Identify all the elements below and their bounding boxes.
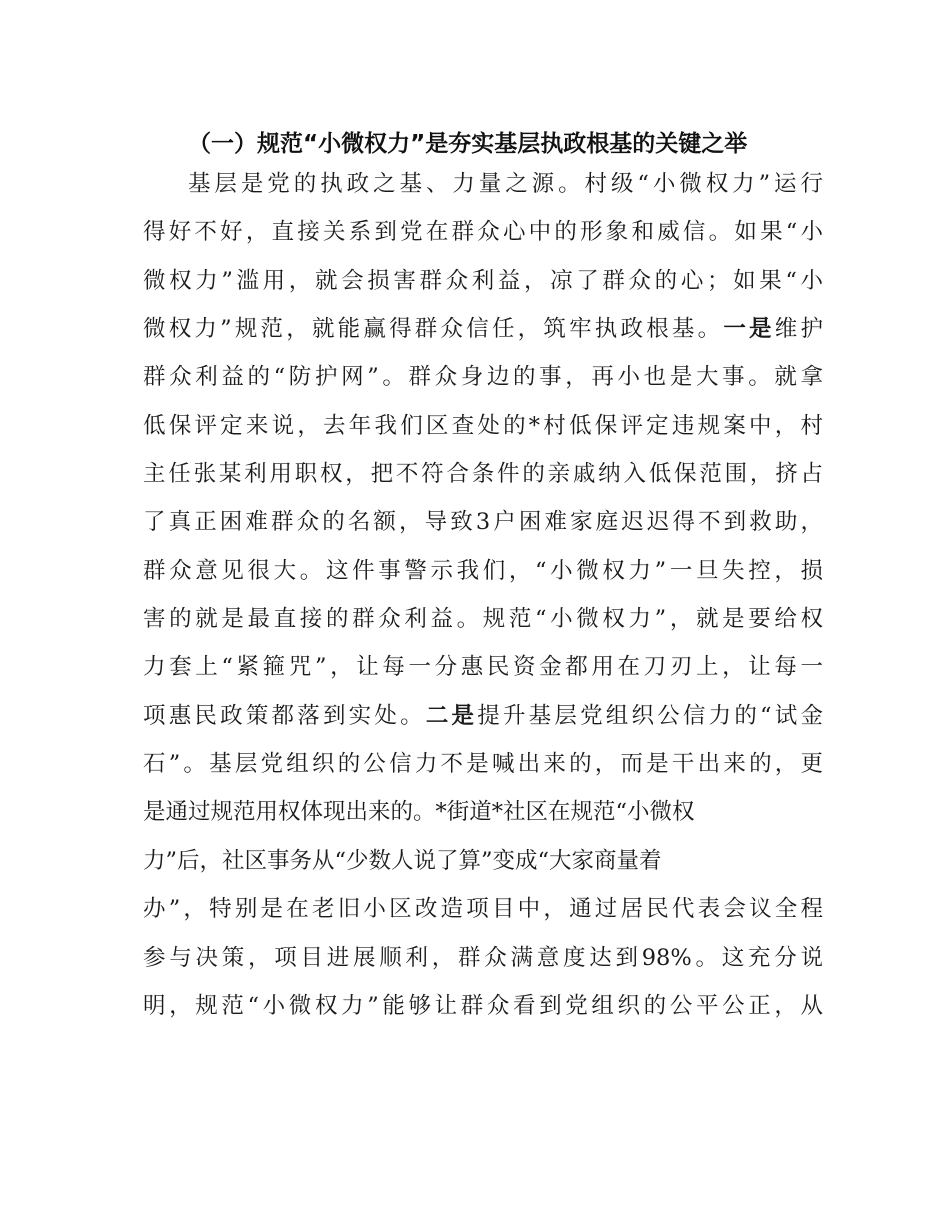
text-line: 力”后，社区事务从“少数人说了算”变成“大家商量着 [143,847,662,874]
text-line: 群众利益的“防护网”。群众身边的事，再小也是大事。就拿 [143,364,823,391]
text-line: 得好不好，直接关系到党在群众心中的形象和威信。如果“小 [143,219,823,246]
text-line: 是通过规范用权体现出来的。*街道*社区在规范“小微权 [143,799,695,826]
text-line: 了真正困难群众的名额，导致3户困难家庭迟迟得不到救助， [143,509,823,536]
text-line: 害的就是最直接的群众利益。规范“小微权力”，就是要给权 [143,606,823,633]
text-line: 参与决策，项目进展顺利，群众满意度达到98%。这充分说 [143,944,823,971]
point-one-marker: 一是 [723,316,775,343]
text-line: 微权力”滥用，就会损害群众利益，凉了群众的心；如果“小 [143,267,823,294]
text-line: 主任张某利用职权，把不符合条件的亲戚纳入低保范围，挤占 [143,461,823,488]
body-paragraph [143,160,823,1030]
text-line: 低保评定来说，去年我们区查处的*村低保评定违规案中，村 [143,412,823,439]
point-two-marker: 二是 [425,702,478,729]
text-line: 微权力”规范，就能赢得群众信任，筑牢执政根基。一是维护 [143,316,823,343]
text-line: 办”，特别是在老旧小区改造项目中，通过居民代表会议全程 [143,896,823,923]
text-line: 明，规范“小微权力”能够让群众看到党组织的公平公正，从 [143,992,823,1019]
section-heading: （一）规范“小微权力”是夯实基层执政根基的关键之举 [188,131,748,157]
text-line: 项惠民政策都落到实处。二是提升基层党组织公信力的“试金 [143,702,823,729]
text-line: 力套上“紧箍咒”，让每一分惠民资金都用在刀刃上，让每一 [143,654,823,681]
text-line: 基层是党的执政之基、力量之源。村级“小微权力”运行 [188,171,823,197]
text-line: 群众意见很大。这件事警示我们，“小微权力”一旦失控，损 [143,557,823,584]
text-line: 石”。基层党组织的公信力不是喊出来的，而是干出来的，更 [143,751,823,778]
